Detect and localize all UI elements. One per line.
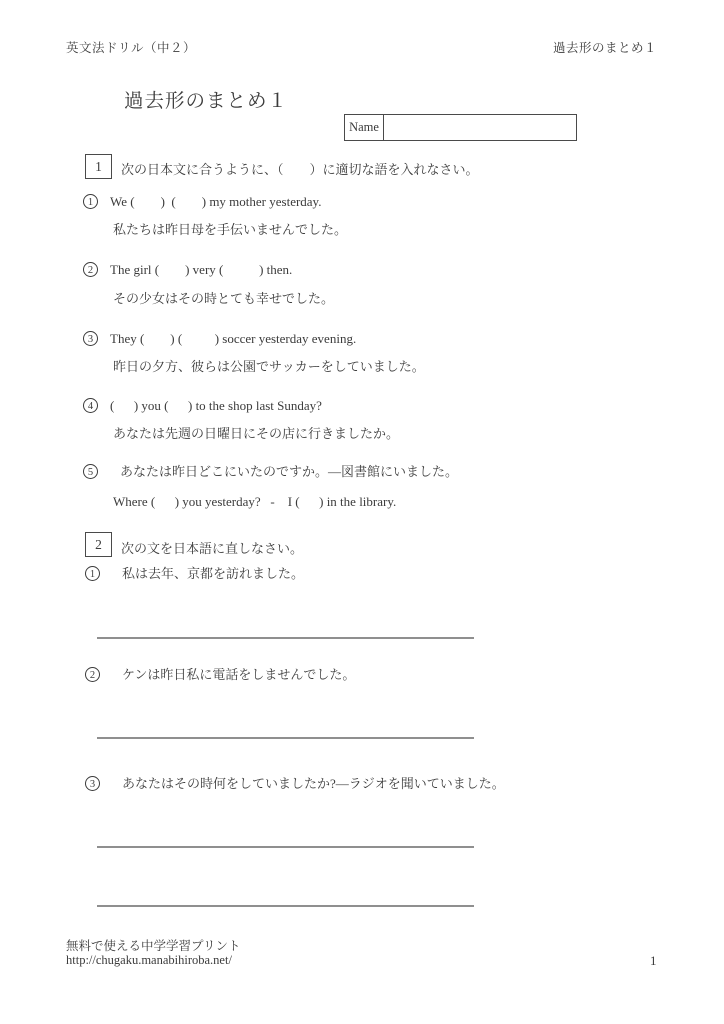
s1-item-2-english: The girl ( ) very ( ) then. <box>110 262 293 277</box>
section1-instruction: 次の日本文に合うように、（ ）に適切な語を入れなさい。 <box>121 162 479 177</box>
circled-number-icon: 3 <box>83 331 98 346</box>
footer-site-name: 無料で使える中学学習プリント <box>66 939 241 953</box>
s2-item-2 <box>85 666 355 683</box>
page-number: 1 <box>650 953 657 968</box>
circled-number-icon: 1 <box>83 194 98 209</box>
name-box <box>344 114 577 141</box>
s1-item-5-english: Where ( ) you yesterday? - I ( ) in the library. <box>113 494 397 509</box>
header-right: 過去形のまとめ１ <box>553 41 658 55</box>
section2-instruction: 次の文を日本語に直しなさい。 <box>121 541 304 556</box>
s1-item-5-japanese: あなたは昨日どこにいたのですか。―図書館にいました。 <box>120 464 459 479</box>
s2-item-1-prompt: 私は去年、京都を訪れました。 <box>122 566 305 581</box>
section1-number-box: 1 <box>85 154 112 179</box>
name-label: Name <box>345 115 384 140</box>
name-input-field[interactable] <box>384 115 576 140</box>
s2-item-3 <box>85 775 505 792</box>
s1-item-5 <box>83 463 458 480</box>
s1-item-4 <box>83 397 322 414</box>
answer-line-1[interactable] <box>97 637 474 639</box>
circled-number-icon: 2 <box>83 262 98 277</box>
s2-item-1 <box>85 565 304 582</box>
circled-number-icon: 1 <box>85 566 100 581</box>
answer-line-3[interactable] <box>97 846 474 848</box>
s1-item-1-japanese: 私たちは昨日母を手伝いませんでした。 <box>113 222 348 237</box>
s2-item-3-prompt: あなたはその時何をしていましたか?―ラジオを聞いていました。 <box>122 776 505 791</box>
header-left: 英文法ドリル（中２） <box>66 41 197 55</box>
circled-number-icon: 5 <box>83 464 98 479</box>
circled-number-icon: 2 <box>85 667 100 682</box>
footer-url: http://chugaku.manabihiroba.net/ <box>66 953 232 967</box>
s2-item-2-prompt: ケンは昨日私に電話をしませんでした。 <box>122 667 356 682</box>
s1-item-2-japanese: その少女はその時とても幸せでした。 <box>113 291 335 306</box>
s1-item-1 <box>83 193 321 210</box>
answer-line-4[interactable] <box>97 905 474 907</box>
circled-number-icon: 3 <box>85 776 100 791</box>
s1-item-1-english: We ( ) ( ) my mother yesterday. <box>110 194 322 209</box>
s1-item-2 <box>83 261 292 278</box>
answer-line-2[interactable] <box>97 737 474 739</box>
s1-item-3-english: They ( ) ( ) soccer yesterday evening. <box>110 331 357 346</box>
circled-number-icon: 4 <box>83 398 98 413</box>
s1-item-4-japanese: あなたは先週の日曜日にその店に行きましたか。 <box>113 426 400 441</box>
s1-item-3 <box>83 330 356 347</box>
s1-item-4-english: ( ) you ( ) to the shop last Sunday? <box>110 398 322 413</box>
page-title: 過去形のまとめ１ <box>124 91 289 112</box>
s1-item-3-japanese: 昨日の夕方、彼らは公園でサッカーをしていました。 <box>113 359 425 374</box>
section2-number-box: 2 <box>85 532 112 557</box>
